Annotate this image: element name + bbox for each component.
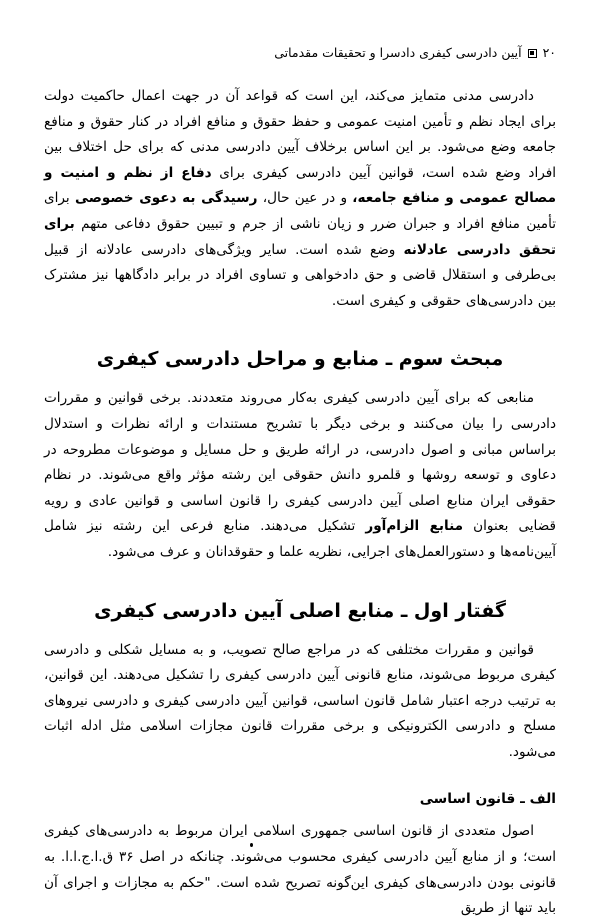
paragraph-constitution: اصول متعددی از قانون اساسی جمهوری اسلامی ایران مربوط به دادرسی‌های کیفری است؛ و از منابع آیین دادرسی کیفری محسوب می‌شوند. چنانکه در اصل ۳۶ ق.ا.ج.ا.ا. به قانونی بودن دادرسی‌های کیفری این‌گونه تصریح شده است. "حکم به مجازات و اجرای آن باید تنها از طریق [44, 823, 556, 917]
spacer [44, 765, 556, 787]
paragraph-intro-continued: دادرسی مدنی متمایز می‌کند، این است که قواعد آن در جهت اعمال حاکمیت دولت برای ایجاد نظم و تأمین امنیت عمومی و حفظ حقوق و منافع افراد در کنار حقوق و منافع جامعه وضع می‌شود. بر این اساس برخلاف آیین دادرسی مدنی که برای حل اختلاف بین افراد وضع شده است، قوانین آیین دادرسی کیفری برای دفاع از نظم و امنیت و مصالح عمومی و منافع جامعه، و در عین حال، رسیدگی به دعوی خصوصی برای تأمین منافع افراد و جبران ضرر و زیان ناشی از جرم و تبیین حقوق دفاعی متهم برای تحقق دادرسی عادلانه وضع شده است. سایر ویژگی‌های دادرسی عادلانه از قبیل بی‌طرفی و استقلال قاضی و حق دادخواهی و تساوی افراد در برابر دادگاهها نیز مشترک بین دادرسی‌های حقوقی و کیفری است. [44, 88, 556, 309]
emphasised-text: دفاع از نظم و امنیت و مصالح عمومی و منافع جامعه، [44, 164, 556, 207]
paragraph-sources-overview: منابعی که برای آیین دادرسی کیفری به‌کار می‌روند متعددند. برخی قوانین و مقررات دادرسی را بیان می‌کنند و برخی دیگر با تشریح مستندات و ارائه نظرات و استدلال براساس مبانی و اصول دادرسی، در ارائه طریق و حل مسایل و موضوعات مطروحه در دعاوی و توسعه روشها و قلمرو دانش حقوقی این رشته مؤثر واقع می‌شوند. در نظام حقوقی ایران منابع اصلی آیین دادرسی کیفری را قانون اساسی و قوانین عادی و رویه قضایی بعنوان منابع الزام‌آور تشکیل می‌دهند. منابع فرعی این رشته نیز شامل آیین‌نامه‌ها و دستورالعمل‌های اجرایی، نظریه علما و حقوقدانان و عرف می‌شود. [44, 390, 556, 560]
emphasised-text: برای تحقق دادرسی عادلانه [44, 215, 556, 258]
page-number: ۲۰ [542, 44, 556, 60]
spacer [44, 811, 556, 819]
page-content [44, 84, 556, 922]
spacer [44, 626, 556, 638]
spacer [44, 566, 556, 596]
paragraph-legal-sources: قوانین و مقررات مختلفی که در مراجع صالح تصویب، و به مسایل شکلی و دادرسی کیفری مربوط می‌شوند، منابع قانونی آیین دادرسی کیفری را تشکیل می‌دهند. این قوانین، به ترتیب درجه اعتبار شامل قانون اساسی، قوانین آیین دادرسی کیفری و دادرسی نیروهای مسلح و دادرسی الکترونیکی و برخی مقررات قانون مجازات اسلامی مثل ادله اثبات می‌شود. [44, 641, 556, 760]
spacer [44, 374, 556, 386]
nested-square-icon [528, 49, 537, 58]
heading-mabhath-sevom: مبحث سوم ـ منابع و مراحل دادرسی کیفری [96, 348, 504, 371]
emphasised-text: منابع الزام‌آور [365, 518, 464, 535]
header-title: آیین دادرسی کیفری دادسرا و تحقیقات مقدماتی [274, 44, 522, 60]
ink-speck [250, 843, 253, 847]
running-header [44, 40, 556, 66]
heading-goftar-aval: گفتار اول ـ منابع اصلی آیین دادرسی کیفری [94, 599, 506, 622]
emphasised-text: رسیدگی به دعوی خصوصی [74, 190, 258, 207]
spacer [44, 314, 556, 344]
subheading-alef-constitution: الف ـ قانون اساسی [419, 791, 556, 808]
